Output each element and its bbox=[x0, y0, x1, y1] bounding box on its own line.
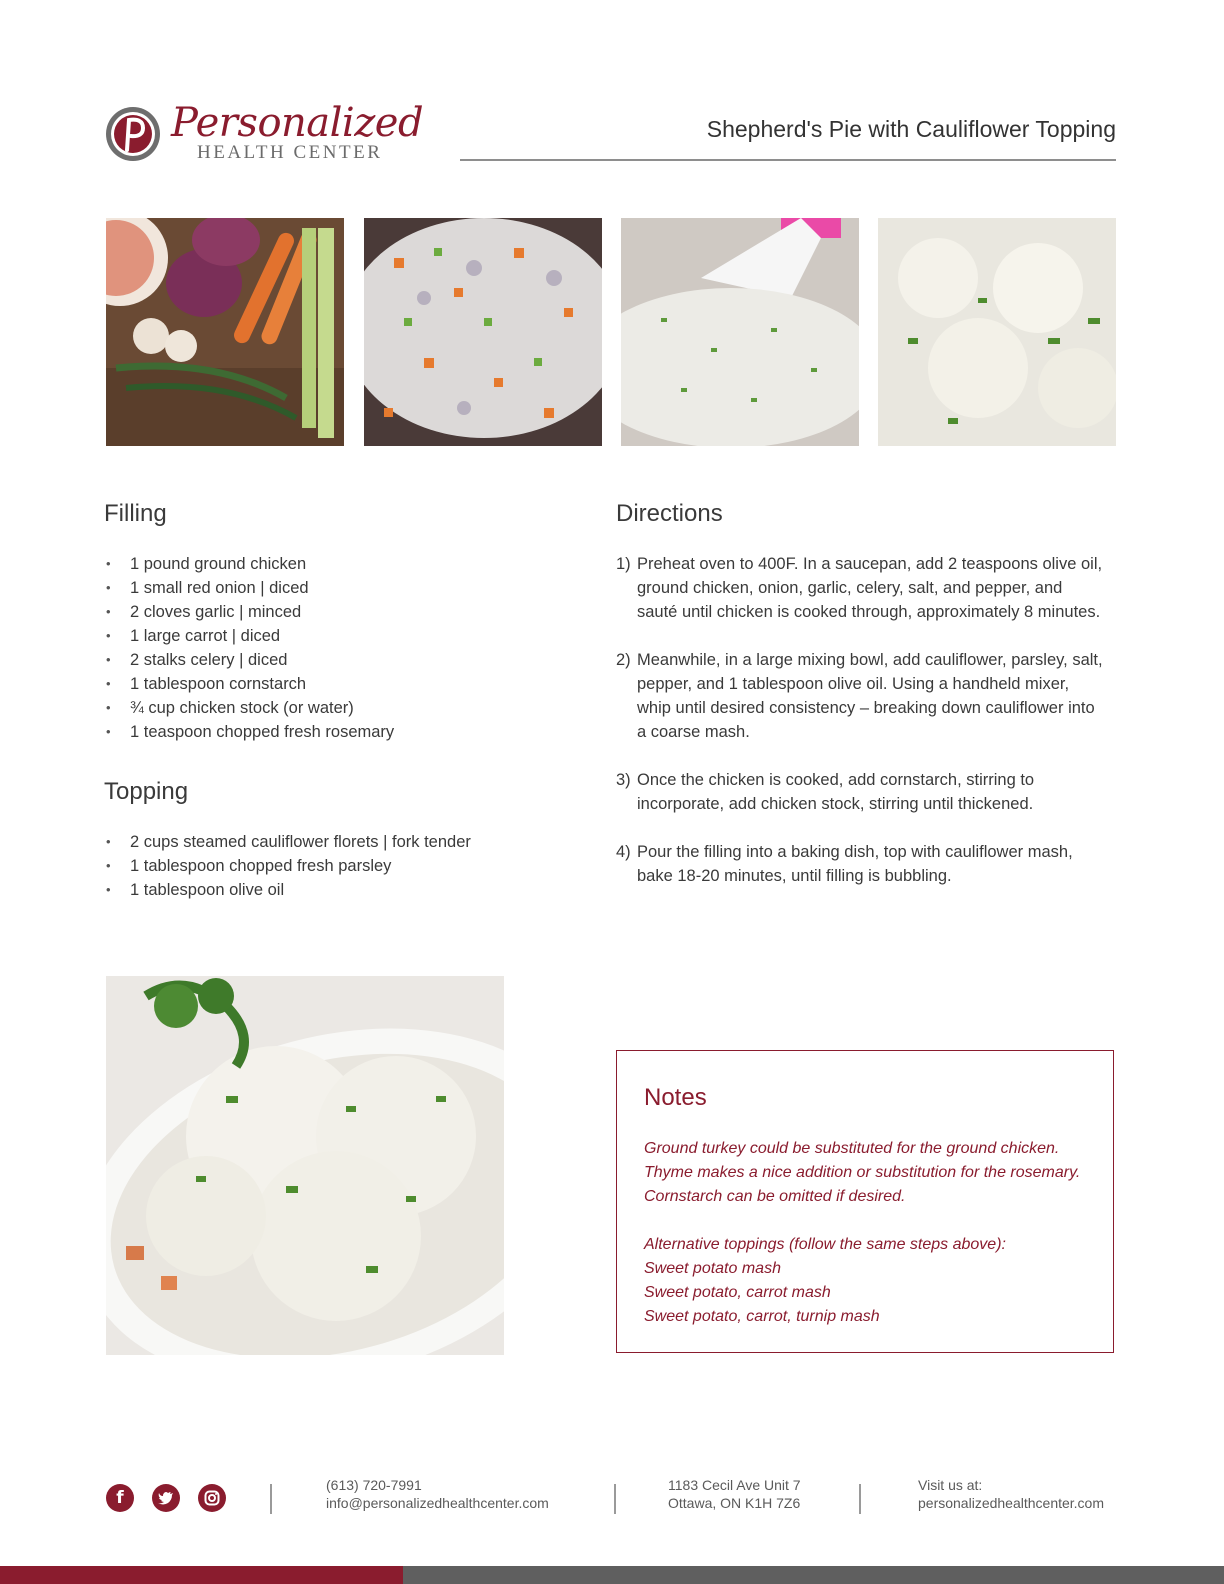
footer-divider bbox=[270, 1484, 272, 1514]
notes-heading: Notes bbox=[644, 1084, 707, 1111]
direction-step: 1) Preheat oven to 400F. In a saucepan, add 2 teaspoons olive oil, ground chicken, onion, garlic, celery, salt, and pepper, and sauté until chicken is cooked through, approximately 8 minutes. bbox=[616, 555, 1103, 621]
list-item: • 1 tablespoon cornstarch bbox=[106, 675, 307, 693]
footer-divider bbox=[859, 1484, 861, 1514]
direction-step: 4) Pour the filling into a baking dish, top with cauliflower mash, bake 18-20 minutes, until filling is bubbling. bbox=[616, 843, 1073, 885]
list-item: • 2 stalks celery | diced bbox=[106, 651, 288, 669]
brand-logo bbox=[105, 100, 424, 166]
footer-divider bbox=[614, 1484, 616, 1514]
list-item: • 1 tablespoon olive oil bbox=[106, 881, 285, 899]
raw-ingredients-photo bbox=[106, 218, 344, 446]
page-title: Shepherd's Pie with Cauliflower Topping bbox=[706, 116, 1116, 142]
camera-icon bbox=[204, 1490, 220, 1506]
footer-bar bbox=[403, 1566, 1224, 1584]
logo-subtitle: HEALTH CENTER bbox=[197, 142, 383, 163]
facebook-icon[interactable]: f bbox=[106, 1484, 134, 1512]
direction-step: 3) Once the chicken is cooked, add cornstarch, stirring to incorporate, add chicken stock, stirring until thickened. bbox=[616, 771, 1035, 813]
instagram-icon[interactable] bbox=[198, 1484, 226, 1512]
directions-heading: Directions bbox=[616, 500, 723, 527]
list-item: • 2 cups steamed cauliflower florets | fork tender bbox=[106, 833, 471, 851]
list-item: • 1 teaspoon chopped fresh rosemary bbox=[106, 723, 395, 741]
title-divider bbox=[460, 159, 1116, 161]
logo-wordmark: Personalized bbox=[171, 100, 424, 146]
logo-mark-icon bbox=[105, 106, 161, 162]
filling-heading: Filling bbox=[104, 500, 167, 527]
topping-list bbox=[106, 830, 471, 902]
direction-step: 2) Meanwhile, in a large mixing bowl, add cauliflower, parsley, salt, pepper, and 1 tablespoon olive oil. Using a handheld mixer, whip until desired consistency – breaking down cauliflower into a coarse mash. bbox=[616, 651, 1103, 741]
footer-address: 1183 Cecil Ave Unit 7 Ottawa, ON K1H 7Z6 bbox=[668, 1477, 801, 1511]
baked-topping-closeup-photo bbox=[878, 218, 1116, 446]
topping-heading: Topping bbox=[104, 778, 189, 805]
list-item: • 1 pound ground chicken bbox=[106, 555, 307, 573]
chicken-filling-photo bbox=[364, 218, 602, 446]
directions-list bbox=[616, 552, 1126, 912]
notes-body: Ground turkey could be substituted for the ground chicken. Thyme makes a nice addition or substitution for the rosemary. Cornstarch can be omitted if desired. Alternative toppings (follow the same steps above): Sweet potato mash Sweet potato, carrot mash Sweet potato, carrot, turnip mash bbox=[644, 1140, 1081, 1325]
twitter-icon[interactable] bbox=[152, 1484, 180, 1512]
list-item: • 1 small red onion | diced bbox=[106, 579, 309, 597]
list-item: • ¾ cup chicken stock (or water) bbox=[106, 699, 354, 717]
footer-contact: (613) 720-7991 info@personalizedhealthcenter.com bbox=[326, 1477, 549, 1511]
list-item: • 1 tablespoon chopped fresh parsley bbox=[106, 857, 392, 875]
mash-topping-photo bbox=[621, 218, 859, 446]
footer-visit: Visit us at: personalizedhealthcenter.com bbox=[918, 1477, 1105, 1511]
finished-pie-photo bbox=[106, 976, 504, 1355]
bird-icon bbox=[158, 1491, 174, 1505]
list-item: • 1 large carrot | diced bbox=[106, 627, 281, 645]
footer-bar-accent bbox=[0, 1566, 403, 1584]
filling-list bbox=[106, 552, 394, 744]
notes-box bbox=[616, 1050, 1114, 1353]
list-item: • 2 cloves garlic | minced bbox=[106, 603, 302, 621]
